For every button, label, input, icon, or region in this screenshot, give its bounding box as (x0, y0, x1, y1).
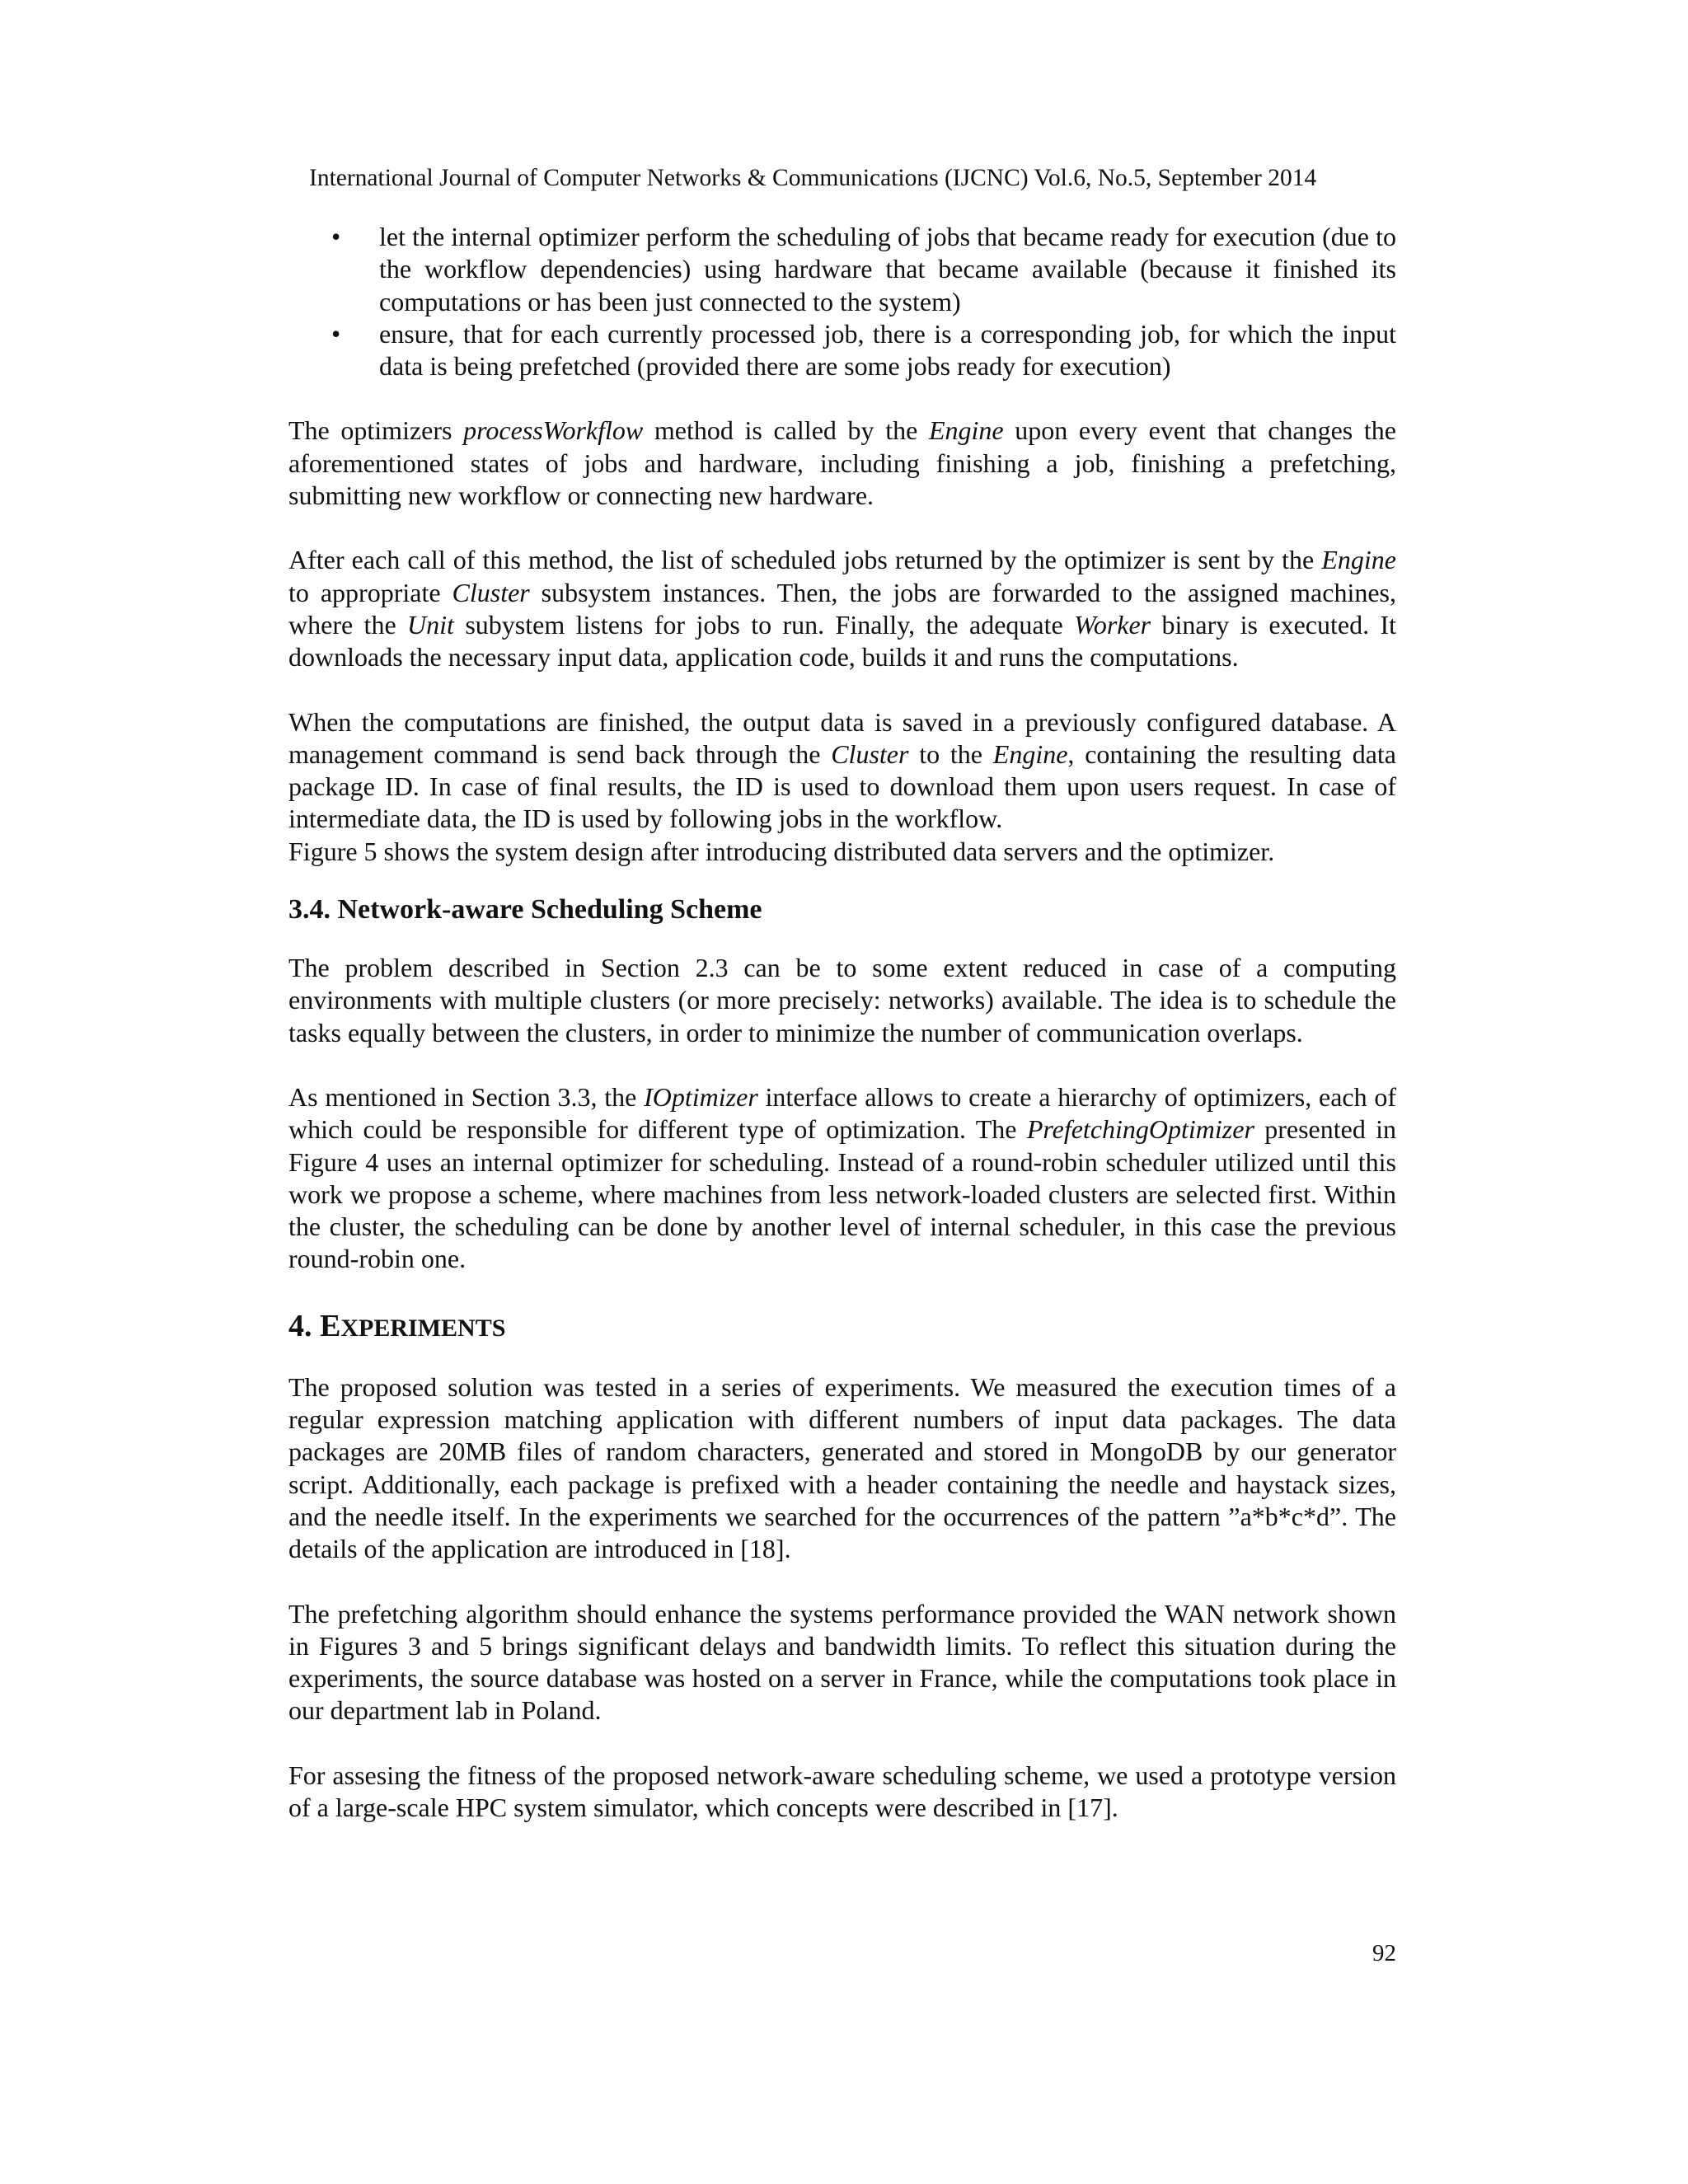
text-run: to appropriate (288, 577, 452, 607)
text-run: method is called by the (643, 415, 929, 446)
paragraph-output-data (288, 706, 1396, 836)
italic-term: Engine (928, 415, 1004, 446)
section-heading-3-4: 3.4. Network-aware Scheduling Scheme (288, 894, 762, 926)
heading-number: 4. E (288, 1308, 341, 1343)
text-run: upon every event that changes the aforementioned states of jobs and hardware, including finishing a job, finishing a prefetching, submitting new workflow or connecting new hardware. (288, 415, 1397, 511)
text-run: binary is executed. It downloads the necessary input data, application code, builds it and runs the computations. (288, 609, 1397, 673)
paragraph-ioptimizer (288, 1081, 1396, 1276)
italic-term: Cluster (831, 738, 909, 769)
text-run: subystem listens for jobs to run. Finally, the adequate (453, 609, 1075, 640)
bullet-text: ensure, that for each currently processed job, there is a corresponding job, for which the input data is being prefetched (provided there are some jobs ready for execution) (379, 318, 1396, 382)
paragraph-scheduled-jobs (288, 544, 1396, 673)
section-heading-4 (288, 1308, 1396, 1347)
italic-term: Cluster (452, 577, 530, 607)
text-run: interface allows to create a hierarchy of optimizers, each of which could be responsible for different type of optimization. The (288, 1081, 1397, 1145)
bullet-item (288, 318, 1396, 383)
running-header: International Journal of Computer Networks & Communications (IJCNC) Vol.6, No.5, September 2014 (309, 165, 1317, 191)
bullet-symbol: • (331, 318, 341, 349)
page-number: 92 (1372, 1940, 1396, 1966)
italic-term: Engine (1321, 545, 1396, 575)
text-run: subsystem instances. Then, the jobs are forwarded to the assigned machines, where the (288, 577, 1397, 640)
paragraph-simulator: For assesing the fitness of the proposed network-aware scheduling scheme, we used a prototype version of a large-scale HPC system simulator, which concepts were described in [17]. (288, 1760, 1396, 1822)
italic-term: Worker (1074, 609, 1151, 640)
bullet-symbol: • (331, 222, 341, 251)
paragraph-process-workflow (288, 415, 1396, 512)
paragraph-problem: The problem described in Section 2.3 can be to some extent reduced in case of a computing environments with multiple clusters (or more precisely: networks) available. The idea is to schedule the tasks equally between the clusters, in order to minimize the number of communication overlaps. (288, 953, 1396, 1047)
page-content (288, 221, 1396, 1824)
bullet-text: let the internal optimizer perform the scheduling of jobs that became ready for execution (due to the workflow dependencies) using hardware that became available (because it finished its computations or has been just connected to the system) (379, 222, 1396, 316)
italic-term: PrefetchingOptimizer (1026, 1114, 1254, 1145)
text-run: presented in Figure 4 uses an internal optimizer for scheduling. Instead of a round-robin scheduler utilized until this work we propose a scheme, where machines from less network-loaded clusters are selected first. Within the cluster, the scheduling can be done by another level of internal scheduler, in this case the previous round-robin one. (288, 1114, 1397, 1274)
text-run: to the (908, 738, 993, 769)
bullet-item (288, 221, 1396, 318)
paragraph-prefetching: The prefetching algorithm should enhance the systems performance provided the WAN network shown in Figures 3 and 5 brings significant delays and bandwidth limits. To reflect this situation during the experiments, the source database was hosted on a server in France, while the computations took place in our department lab in Poland. (288, 1598, 1396, 1726)
text-run: , containing the resulting data package ID. In case of final results, the ID is used to download them upon users request. In case of intermediate data, the ID is used by following jobs in the workflow. (288, 738, 1397, 834)
bullet-list (288, 221, 1396, 382)
text-run: When the computations are finished, the output data is saved in a previously configured database. A management command is send back through the (288, 706, 1396, 769)
heading-small-caps: XPERIMENTS (340, 1314, 506, 1342)
paragraph-experiments: The proposed solution was tested in a series of experiments. We measured the execution times of a regular expression matching application with different numbers of input data packages. The data packages are 20MB files of random characters, generated and stored in MongoDB by our generator script. Additionally, each package is prefixed with a header containing the needle and haystack sizes, and the needle itself. In the experiments we searched for the occurrences of the pattern ”a*b*c*d”. The details of the application are introduced in [18]. (288, 1371, 1396, 1564)
text-run: After each call of this method, the list of scheduled jobs returned by the optimizer is sent by the (288, 545, 1322, 575)
text-run: As mentioned in Section 3.3, the (288, 1081, 645, 1112)
italic-term: Engine (992, 738, 1068, 769)
italic-term: IOptimizer (644, 1081, 758, 1112)
text-run: The optimizers (288, 415, 464, 446)
paragraph-figure-5: Figure 5 shows the system design after introducing distributed data servers and the optimizer. (288, 836, 1275, 866)
italic-term: processWorkflow (463, 415, 644, 446)
italic-term: Unit (407, 609, 454, 640)
